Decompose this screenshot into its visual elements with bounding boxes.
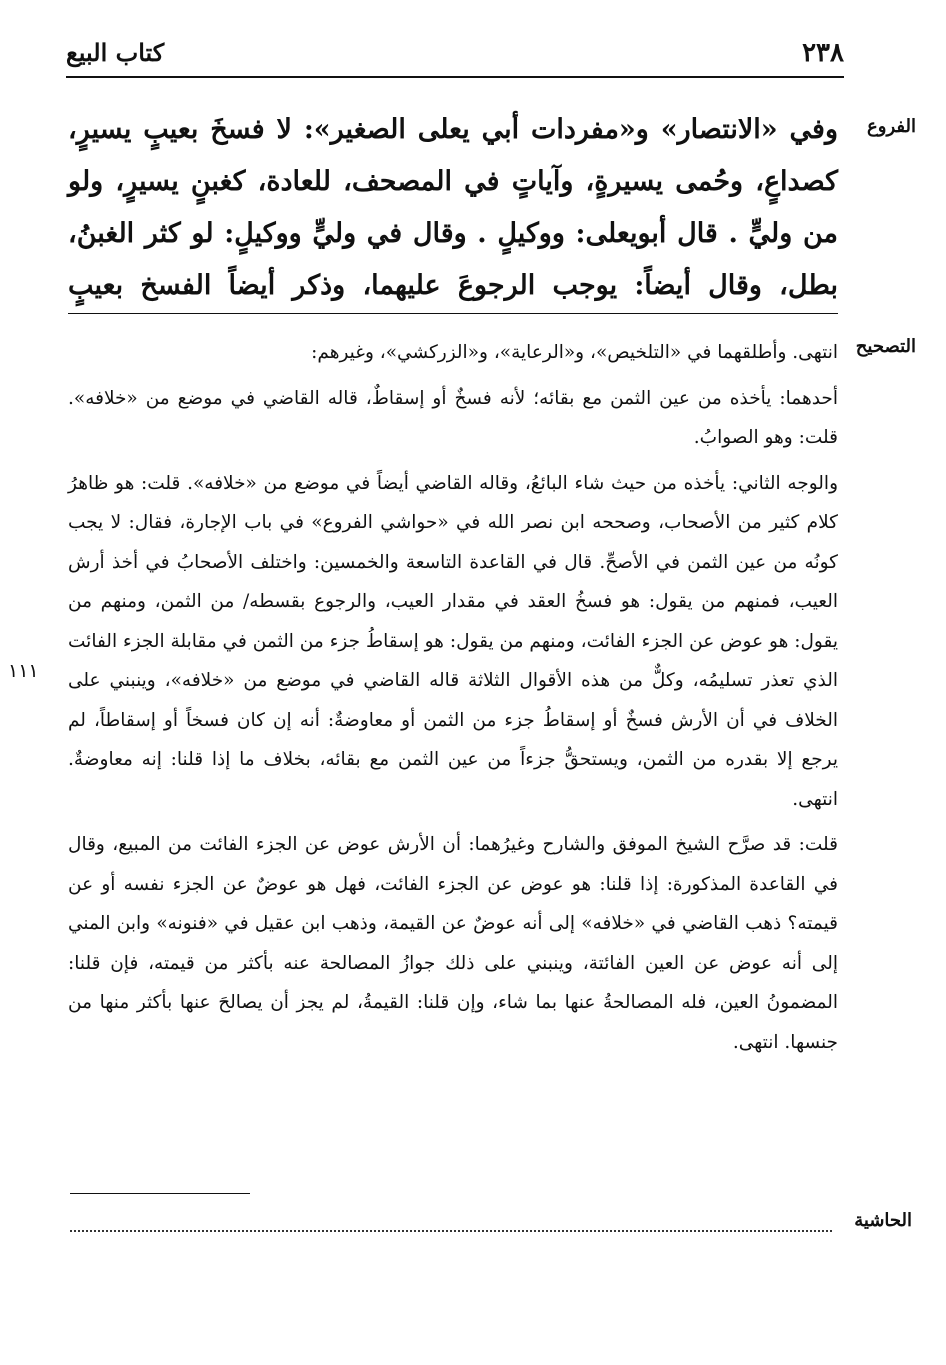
page-header [66,38,844,74]
furu-section [68,104,838,312]
furu-text: وفي «الانتصار» و«مفردات أبي يعلى الصغير»: لا فسخَ بعيبٍ يسيرٍ، كصداعٍ، وحُمى يسيرةٍ، وآياتٍ في المصحف، للعادة، كغبنٍ يسيرٍ، ولو من وليٍّ . قال أبويعلى: ووكيلٍ . وقال في وليٍّ ووكيلٍ: لو كثر الغبنُ، بطل، وقال أيضاً: يوجب الرجوعَ عليهما، وذكر أيضاً الفسخ بعيبٍ [68,114,838,301]
tashih-paragraph: والوجه الثاني: يأخذه من حيث شاء البائعُ، وقاله القاضي أيضاً في موضع من «خلافه». قلت: هو ظاهرُ كلام كثير من الأصحاب، وصححه ابن نصر الله في «حواشي الفروع» في باب الإجارة، فقال: لا يجب كونُه من عين الثمن في الأصحِّ. قال في القاعدة التاسعة والخمسين: واختلف الأصحابُ في أخذ أرش العيب، فمنهم من يقول: هو فسخُ العقد في مقدار العيب، والرجوع بقسطه/ من الثمن، ومنهم من يقول: هو عوض عن الجزء الفائت، ومنهم من يقول: هو إسقاطُ جزء من الثمن في مقابلة الجزء الفائت الذي تعذر تسليمُه، وكلٌّ من هذه الأقوال الثلاثة قاله القاضي في موضع من «خلافه»، وينبني على الخلاف في أن الأرش فسخٌ أو إسقاطُ جزء من الثمن أو معاوضةٌ: أنه إن كان فسخاً أو إسقاطاً، لم يرجع إلا بقدره من الثمن، ويستحقُّ جزءاً من عين الثمن مع بقائه، بخلاف ما إذا قلنا: إنه معاوضةٌ. انتهى. [68,472,838,810]
tashih-paragraph: انتهى. وأطلقهما في «التلخيص»، و«الرعاية»، و«الزركشي»، وغيرهم: [311,342,838,363]
section-divider [68,313,838,314]
furu-label: الفروع [867,116,916,137]
tashih-paragraph: أحدهما: يأخذه من عين الثمن مع بقائه؛ لأنه فسخٌ أو إسقاطٌ، قاله القاضي في موضع من «خلافه». قلت: وهو الصوابُ. [68,387,838,448]
tashih-label: التصحيح [855,336,916,357]
tashih-section [68,333,838,1068]
running-title: كتاب البيع [66,38,165,67]
footnote-rule [70,1193,250,1194]
hashiya-label: الحاشية [854,1210,912,1231]
page-number: ٢٣٨ [802,38,844,68]
manuscript-folio-number: ١١١ [8,660,39,682]
header-rule [66,76,844,78]
tashih-paragraph: قلت: قد صرَّح الشيخ الموفق والشارح وغيرُهما: أن الأرش عوض عن الجزء الفائت من المبيع، وقال في القاعدة المذكورة: إذا قلنا: هو عوض عن الجزء الفائت، فهل هو عوضٌ عن الجزء نفسه أو عن قيمته؟ ذهب القاضي في «خلافه» إلى أنه عوضٌ عن القيمة، وذهب ابن عقيل في «فنونه» وابن المني إلى أنه عوض عن العين الفائتة، وينبني على ذلك جوازُ المصالحة عنه بأكثر من قيمته، فإن قلنا: المضمونُ العين، فله المصالحةُ عنها بما شاء، وإن قلنا: القيمةُ، لم يجز أن يصالحَ عنها بأكثر منها من جنسها. انتهى. [68,834,838,1053]
dotted-line [70,1230,832,1232]
hashiya-section [70,1210,912,1240]
